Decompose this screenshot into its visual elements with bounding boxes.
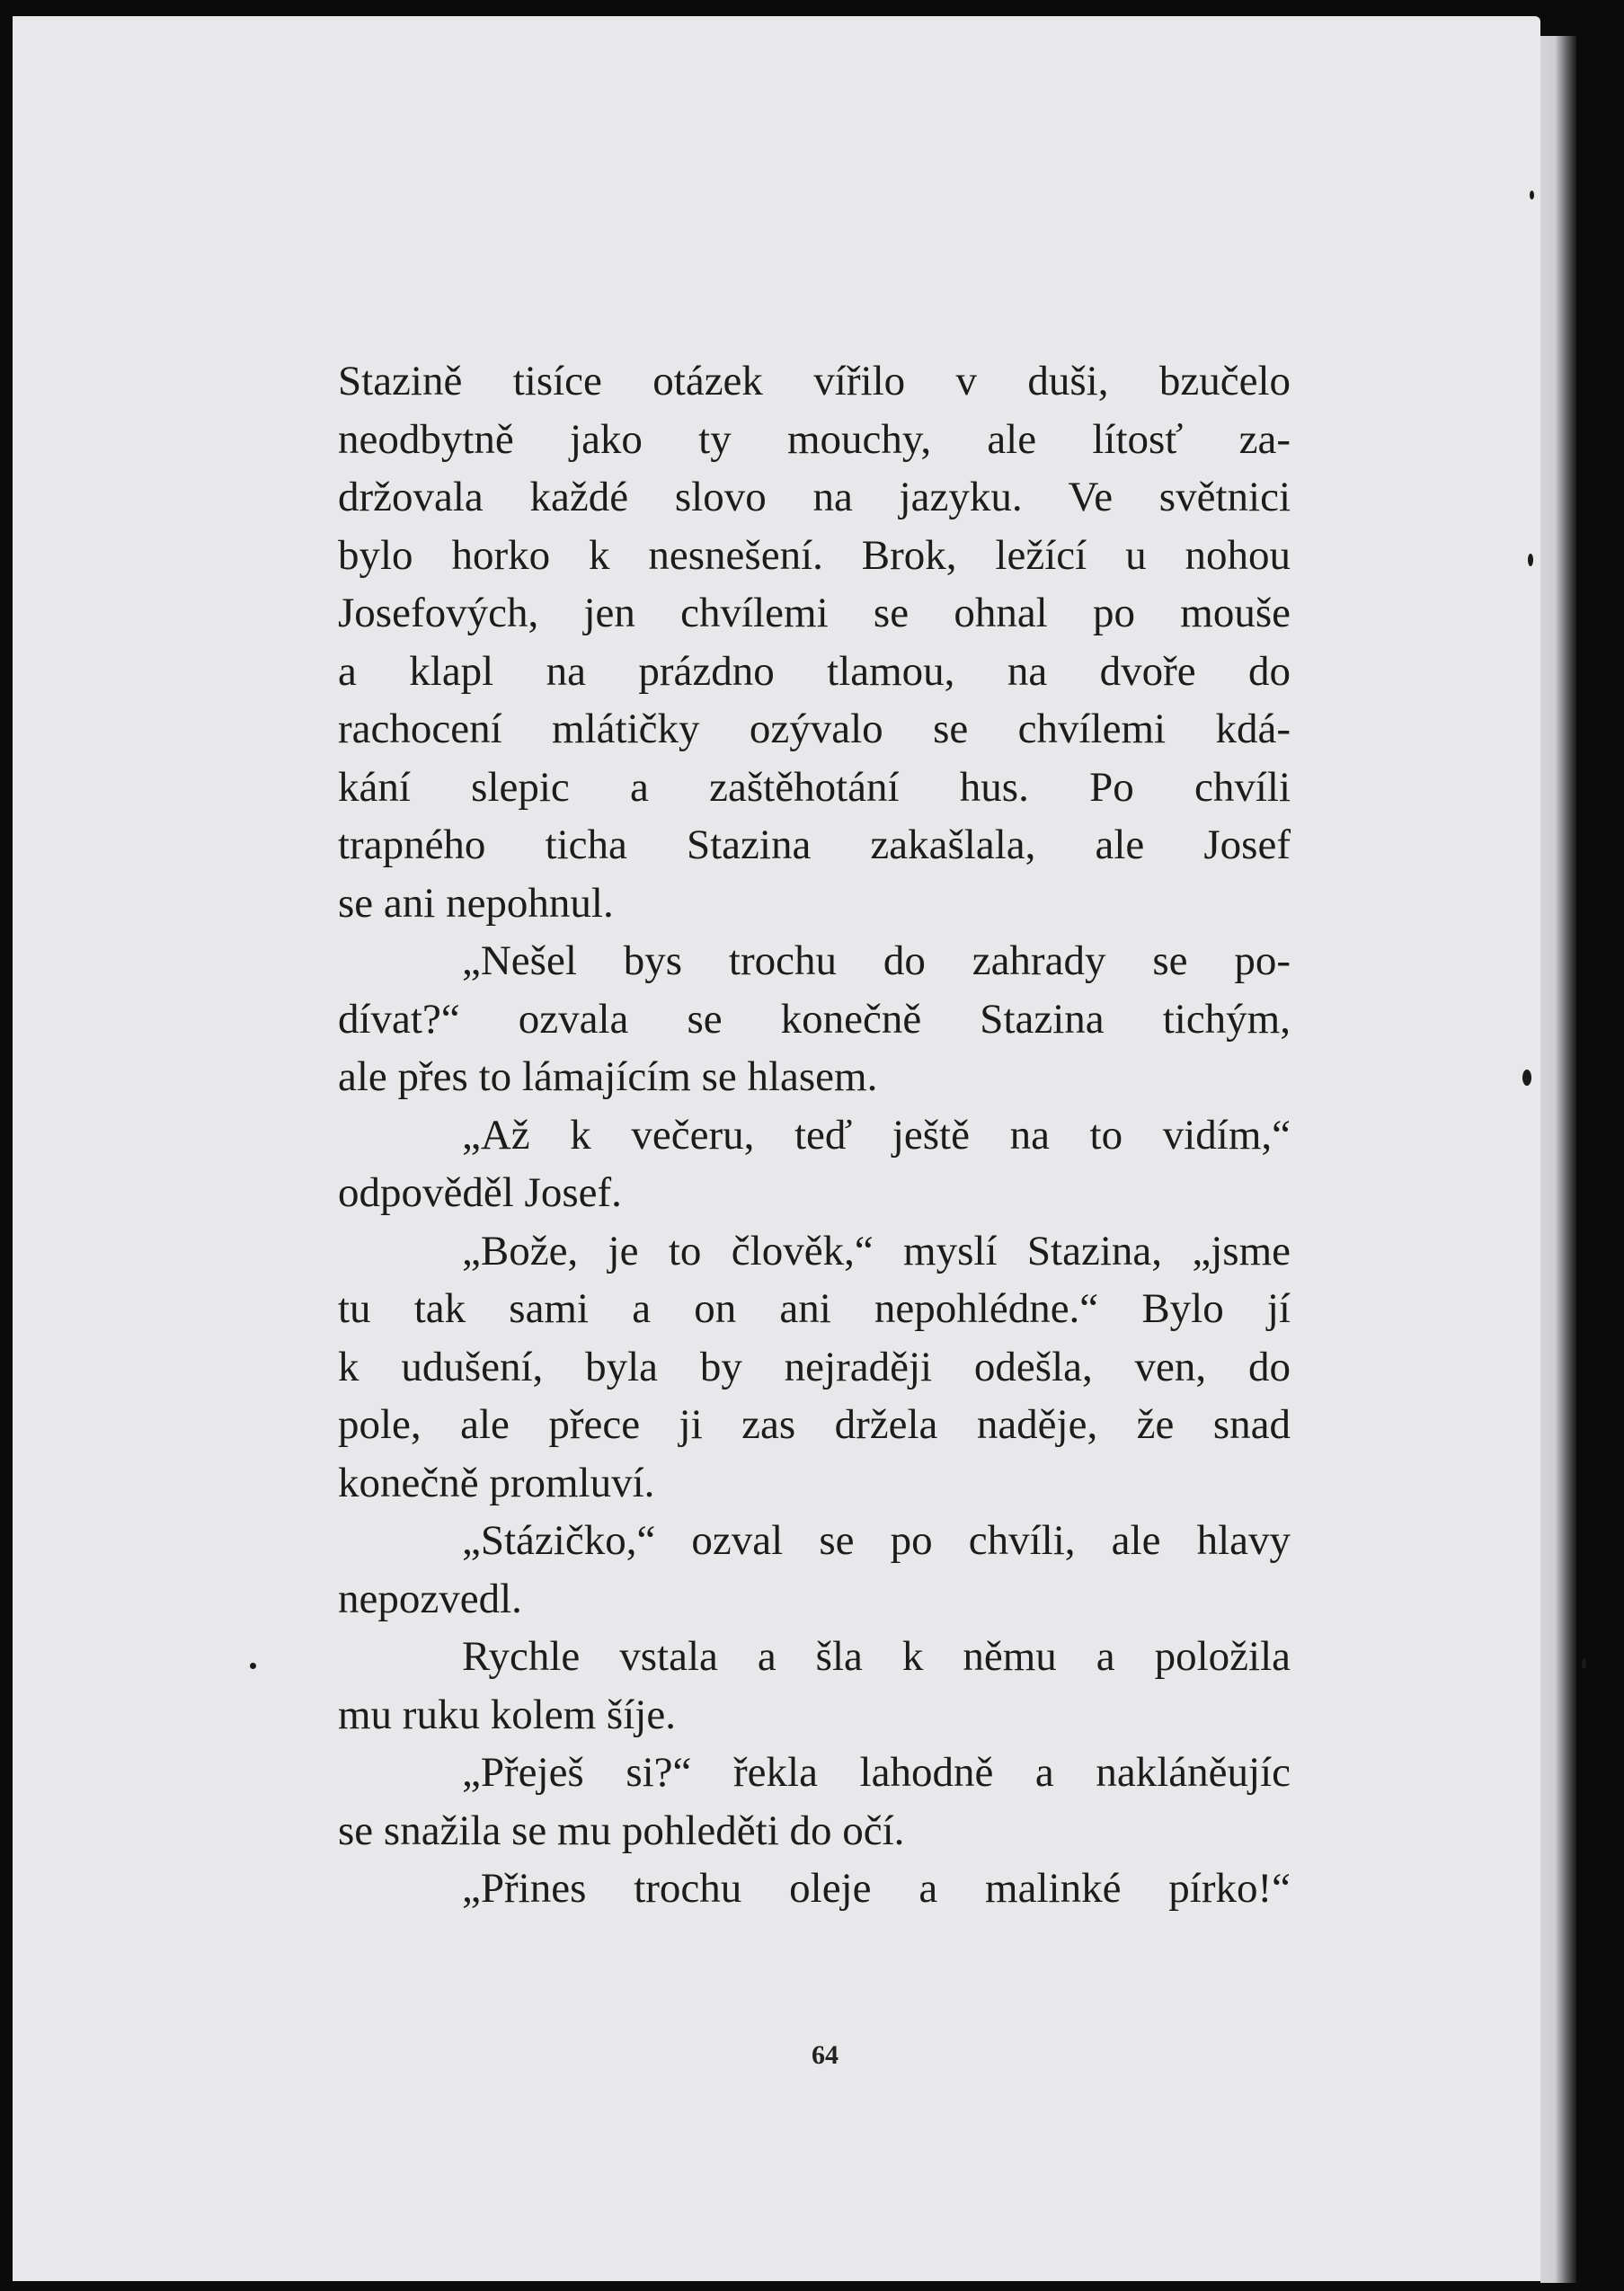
text-line: se ani nepohnul.	[338, 879, 614, 927]
page-number: 64	[812, 2040, 839, 2070]
text-line: k udušení, byla by nejraději odešla, ven, do	[338, 1343, 1291, 1390]
scan-speck	[1528, 554, 1533, 566]
text-line: „Nešel bys trochu do zahrady se po-	[462, 937, 1291, 984]
text-line: odpověděl Josef.	[338, 1169, 622, 1216]
text-line: se snažila se mu pohleděti do očí.	[338, 1807, 905, 1854]
text-line: „Přeješ si?“ řekla lahodně a nakláněujíc	[462, 1749, 1291, 1796]
text-line: Stazině tisíce otázek vířilo v duši, bzučelo	[338, 358, 1291, 404]
paragraph	[338, 1222, 1291, 1513]
text-line: trapného ticha Stazina zakašlala, ale Josef	[338, 821, 1291, 868]
scan-speck	[250, 1663, 256, 1669]
text-line: „Stázičko,“ ozval se po chvíli, ale hlavy	[462, 1517, 1291, 1564]
text-line: dívat?“ ozvala se konečně Stazina tichým,	[338, 995, 1291, 1043]
text-line: Rychle vstala a šla k němu a položila	[462, 1633, 1291, 1680]
paragraph	[338, 1744, 1291, 1860]
scan-speck	[1522, 1070, 1531, 1086]
text-line: držovala každé slovo na jazyku. Ve světnici	[338, 474, 1291, 520]
text-line: nepozvedl.	[338, 1575, 522, 1622]
text-line: neodbytně jako ty mouchy, ale lítosť za-	[338, 415, 1291, 463]
text-line: mu ruku kolem šíje.	[338, 1691, 676, 1738]
text-line: kání slepic a zaštěhotání hus. Po chvíli	[338, 763, 1291, 811]
text-line: Josefových, jen chvílemi se ohnal po mouše	[338, 590, 1291, 636]
paragraph	[338, 1512, 1291, 1628]
body-text	[338, 352, 1291, 1918]
text-line: rachocení mlátičky ozývalo se chvílemi kdá-	[338, 706, 1291, 752]
text-line: tu tak sami a on ani nepohlédne.“ Bylo jí	[338, 1285, 1291, 1332]
text-line: „Bože, je to člověk,“ myslí Stazina, „jsme	[462, 1227, 1291, 1274]
scan-speck	[1582, 1658, 1586, 1669]
text-line: „Až k večeru, teď ještě na to vidím,“	[462, 1111, 1291, 1159]
paragraph	[338, 1628, 1291, 1744]
paragraph	[338, 932, 1291, 1106]
text-line: a klapl na prázdno tlamou, na dvoře do	[338, 647, 1291, 695]
paragraph	[338, 352, 1291, 932]
scan-speck	[1530, 191, 1534, 200]
text-line: „Přines trochu oleje a malinké pírko!“	[462, 1865, 1291, 1912]
page-edge	[1540, 36, 1576, 2283]
text-line: ale přes to lámajícím se hlasem.	[338, 1053, 878, 1100]
text-line: pole, ale přece ji zas držela naděje, že snad	[338, 1401, 1291, 1448]
paragraph	[338, 1106, 1291, 1222]
paragraph	[338, 1860, 1291, 1918]
text-line: bylo horko k nesnešení. Brok, ležící u nohou	[338, 531, 1291, 579]
text-line: konečně promluví.	[338, 1459, 655, 1506]
